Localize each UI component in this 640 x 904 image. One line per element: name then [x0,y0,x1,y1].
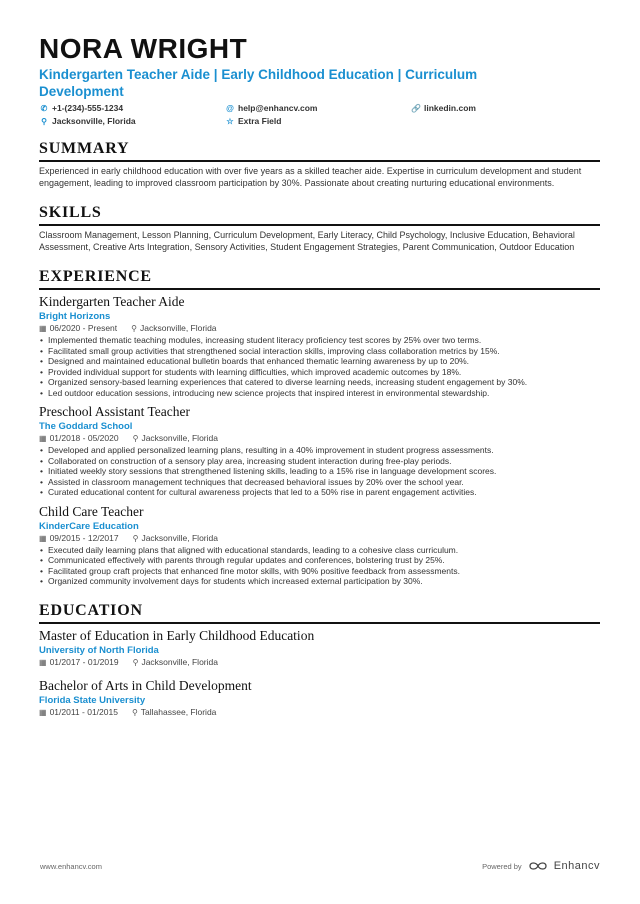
contact-info [39,102,600,127]
job-bullets [39,445,600,498]
job-location [133,433,218,444]
job-location-text: Jacksonville, Florida [141,433,218,443]
education-location [132,707,216,718]
job-bullet: • Organized community involvement days for students which increased external participation by 30%. [39,576,600,587]
job-meta [39,323,600,334]
job-entry [39,403,600,498]
location-pin-icon: ⚲ [131,707,138,717]
job-location [131,323,216,334]
contact-email[interactable] [225,102,411,114]
at-icon: @ [226,103,234,113]
job-entry [39,503,600,587]
job-bullet: • Executed daily learning plans that aligned with educational standards, leading to a cohesive class curriculum. [39,545,600,556]
job-dates: 09/2015 - 12/2017 [49,532,119,543]
skills-section [39,204,600,253]
school-name: Florida State University [39,694,146,706]
education-title: EDUCATION [39,601,143,619]
summary-text: Experienced in early childhood education with over five years as a skilled teacher aide. Expertise in curriculum development and student engagement, leading to improved classroom participation by 30%. Passionate about creating nurturing educational environments. [39,166,582,188]
school-name: University of North Florida [39,644,159,656]
footer-brand [482,860,600,872]
contact-phone [39,102,225,114]
link-icon: 🔗 [411,103,421,113]
contact-location [39,115,225,127]
calendar-icon: ▦ [39,707,47,717]
job-bullet: • Developed and applied personalized learning plans, resulting in a 40% improvement in student progress assessments. [39,445,600,456]
education-entry [39,627,600,668]
section-divider [39,160,600,162]
linkedin-text[interactable]: linkedin.com [424,103,476,113]
location-pin-icon: ⚲ [132,657,139,667]
education-entry [39,677,600,718]
job-dates: 06/2020 - Present [49,323,118,333]
section-divider [39,224,600,226]
location-pin-icon: ⚲ [41,116,47,126]
calendar-icon: ▦ [39,657,47,667]
job-meta [39,433,600,444]
location-pin-icon: ⚲ [132,434,139,443]
job-company: The Goddard School [39,421,133,432]
job-entry [39,293,600,398]
job-bullets [39,545,600,587]
footer-website[interactable]: www.enhancv.com [40,861,102,871]
job-bullet: • Facilitated small group activities that strengthened social interaction skills, improving class collaboration metrics by 15%. [39,346,600,357]
job-bullet: • Assisted in classroom management techniques that decreased behavioral issues by 20% over the school year. [39,477,600,488]
education-section [39,602,600,718]
education-meta [39,657,600,668]
contact-extra [225,115,411,127]
phone-icon: ✆ [40,103,48,113]
extra-text: Extra Field [238,116,282,126]
job-bullet: • Collaborated on construction of a sensory play area, increasing student interaction during free-play periods. [39,456,600,467]
email-text[interactable]: help@enhancv.com [238,103,318,113]
brand-name: Enhancv [553,860,600,872]
education-location-text: Tallahassee, Florida [140,706,217,717]
job-bullet: • Curated educational content for cultural awareness projects that led to a 50% rise in parent engagement activities. [39,487,600,498]
job-bullets [39,335,600,398]
candidate-name: NORA WRIGHT [39,33,248,64]
job-bullet: • Organized sensory-based learning experiences that catered to diverse learning needs, increasing student engagement by 30%. [39,377,600,388]
job-bullet: • Implemented thematic teaching modules, increasing student literacy proficiency test scores by 25% over two terms. [39,335,600,346]
job-location-text: Jacksonville, Florida [141,532,218,543]
experience-title: EXPERIENCE [39,268,152,285]
job-location [133,533,218,544]
education-location [133,657,218,668]
calendar-icon: ▦ [39,533,47,543]
degree-title: Master of Education in Early Childhood Education [39,627,315,643]
section-divider [39,622,600,624]
job-bullet: • Provided individual support for students with learning difficulties, which improved academic outcomes by 18%. [39,367,600,378]
star-icon: ☆ [226,116,234,126]
location-pin-icon: ⚲ [132,533,139,543]
experience-section [39,268,600,587]
job-bullet: • Communicated effectively with parents through regular updates and conferences, bolstering trust by 25%. [39,555,600,566]
job-location-text: Jacksonville, Florida [140,323,217,333]
job-bullet: • Facilitated group craft projects that enhanced fine motor skills, with 90% positive feedback from assessments. [39,566,600,577]
enhancv-logo-icon [528,861,548,871]
job-role: Kindergarten Teacher Aide [39,294,185,309]
skills-title: SKILLS [39,204,102,221]
job-meta [39,533,600,544]
job-company: KinderCare Education [39,520,139,532]
job-bullet: • Led outdoor education sessions, introducing new science projects that inspired interest in environmental stewardship. [39,388,600,399]
education-meta [39,707,600,718]
calendar-icon: ▦ [39,434,47,443]
phone-text: +1-(234)-555-1234 [52,103,124,113]
job-bullet: • Designed and maintained educational bulletin boards that enhanced thematic learning awareness by up to 20%. [39,356,600,367]
summary-section [39,140,600,189]
section-divider [39,288,600,290]
education-location-text: Jacksonville, Florida [141,656,218,667]
education-dates: 01/2011 - 01/2015 [49,706,118,717]
job-role: Preschool Assistant Teacher [39,404,191,419]
candidate-headline: Kindergarten Teacher Aide | Early Childhood Education | Curriculum Development [39,67,478,99]
location-text: Jacksonville, Florida [52,116,136,126]
job-bullet: • Initiated weekly story sessions that strengthened listening skills, leading to a 15% rise in language development scores. [39,466,600,477]
job-company: Bright Horizons [39,311,111,322]
job-role: Child Care Teacher [39,503,144,519]
job-dates: 01/2018 - 05/2020 [49,433,119,443]
calendar-icon: ▦ [39,324,47,333]
powered-by-label: Powered by [482,861,522,871]
degree-title: Bachelor of Arts in Child Development [39,677,252,693]
page-footer [40,860,600,872]
location-pin-icon: ⚲ [131,324,137,333]
education-dates: 01/2017 - 01/2019 [49,656,119,667]
contact-linkedin[interactable] [411,102,597,114]
summary-title: SUMMARY [39,140,130,157]
skills-text: Classroom Management, Lesson Planning, Curriculum Development, Early Literacy, Child Psychology, Inclusive Education, Behavioral Assessment, Creative Arts Integration, Sensory Activities, Student Engagement Strategies, Parent Communication, Outdoor Education [39,230,575,252]
